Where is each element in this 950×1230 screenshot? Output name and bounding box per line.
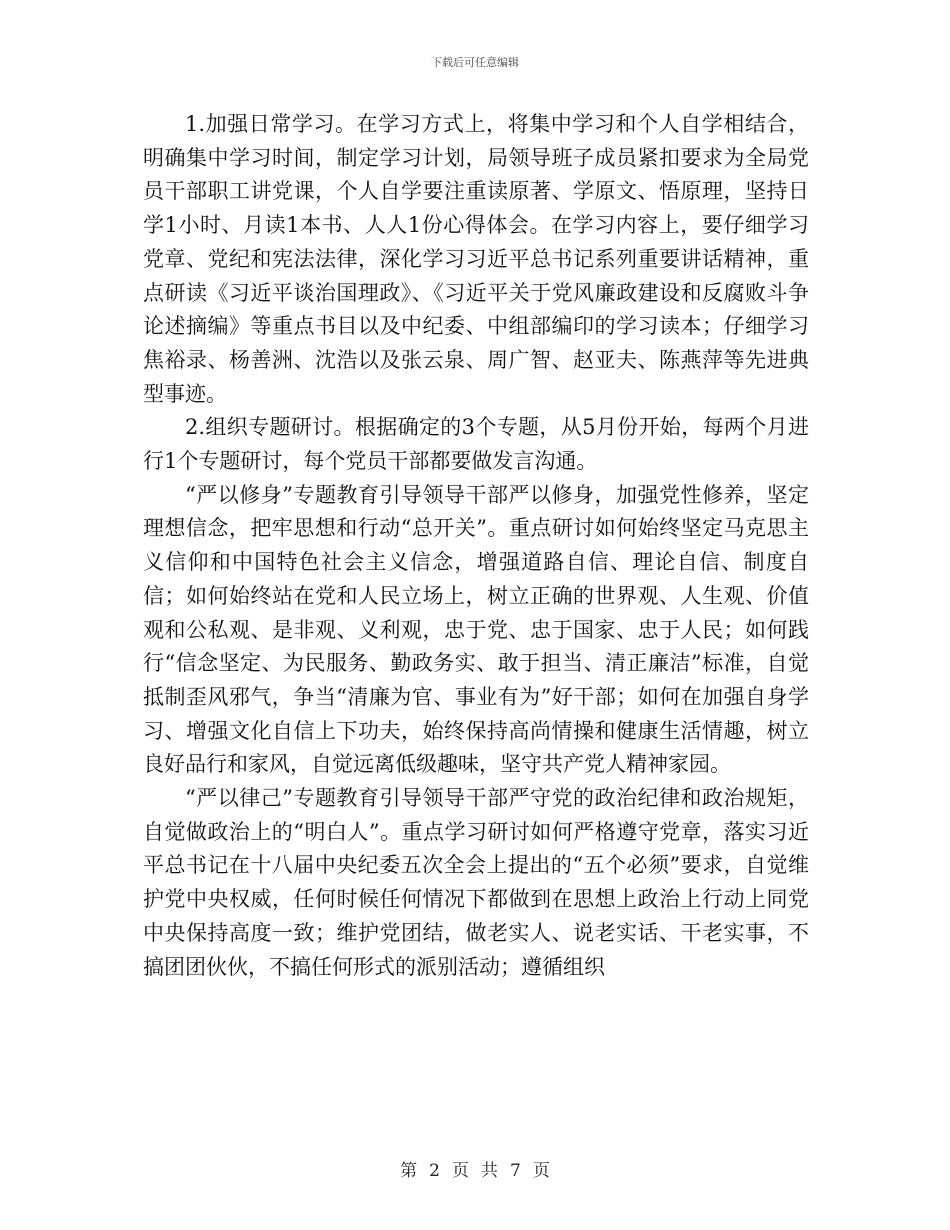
page-footer bbox=[0, 1156, 950, 1181]
footer-total-pages: 7 bbox=[510, 1161, 521, 1181]
document-body bbox=[143, 108, 809, 984]
paragraph-topic-seminar: 2.组织专题研讨。根据确定的3个专题，从5月份开始，每两个月进行1个专题研讨，每个党员干部都要做发言沟通。 bbox=[143, 415, 809, 474]
footer-di: 第 bbox=[400, 1161, 418, 1181]
page-header-note: 下载后可任意编辑 bbox=[431, 56, 519, 69]
paragraph-self-cultivation: “严以修身”专题教育引导领导干部严以修身，加强党性修养，坚定理想信念，把牢思想和行动“总开关”。重点研讨如何始终坚定马克思主义信仰和中国特色社会主义信念，增强道路自信、理论自信、制度自信；如何始终站在党和人民立场上，树立正确的世界观、人生观、价值观和公私观、是非观、义利观，忠于党、忠于国家、忠于人民；如何践行“信念坚定、为民服务、勤政务实、敢于担当、清正廉洁”标准，自觉抵制歪风邪气，争当“清廉为官、事业有为”好干部；如何在加强自身学习、增强文化自信上下功夫，始终保持高尚情操和健康生活情趣，树立良好品行和家风，自觉远离低级趣味，坚守共产党人精神家园。 bbox=[143, 482, 809, 777]
paragraph-daily-study: 1.加强日常学习。在学习方式上，将集中学习和个人自学相结合，明确集中学习时间，制定学习计划，局领导班子成员紧扣要求为全局党员干部职工讲党课，个人自学要注重读原著、学原文、悟原理，坚持日学1小时、月读1本书、人人1份心得体会。在学习内容上，要仔细学习党章、党纪和宪法法律，深化学习习近平总书记系列重要讲话精神，重点研读《习近平谈治国理政》、《习近平关于党风廉政建设和反腐败斗争论述摘编》等重点书目以及中纪委、中组部编印的学习读本；仔细学习焦裕录、杨善洲、沈浩以及张云泉、周广智、赵亚夫、陈燕萍等先进典型事迹。 bbox=[143, 112, 809, 406]
footer-ye: 页 bbox=[452, 1161, 469, 1181]
footer-page-number: 2 bbox=[429, 1161, 440, 1181]
footer-gong: 共 bbox=[481, 1161, 498, 1181]
paragraph-self-discipline: “严以律己”专题教育引导领导干部严守党的政治纪律和政治规矩，自觉做政治上的“明白人”。重点学习研讨如何严格遵守党章，落实习近平总书记在十八届中央纪委五次全会上提出的“五个必须”要求，自觉维护党中央权威，任何时候任何情况下都做到在思想上政治上行动上同党中央保持高度一致；维护党团结，做老实人、说老实话、干老实事，不搞团团伙伙，不搞任何形式的派别活动；遵循组织 bbox=[143, 786, 809, 979]
footer-ye2: 页 bbox=[532, 1161, 550, 1181]
